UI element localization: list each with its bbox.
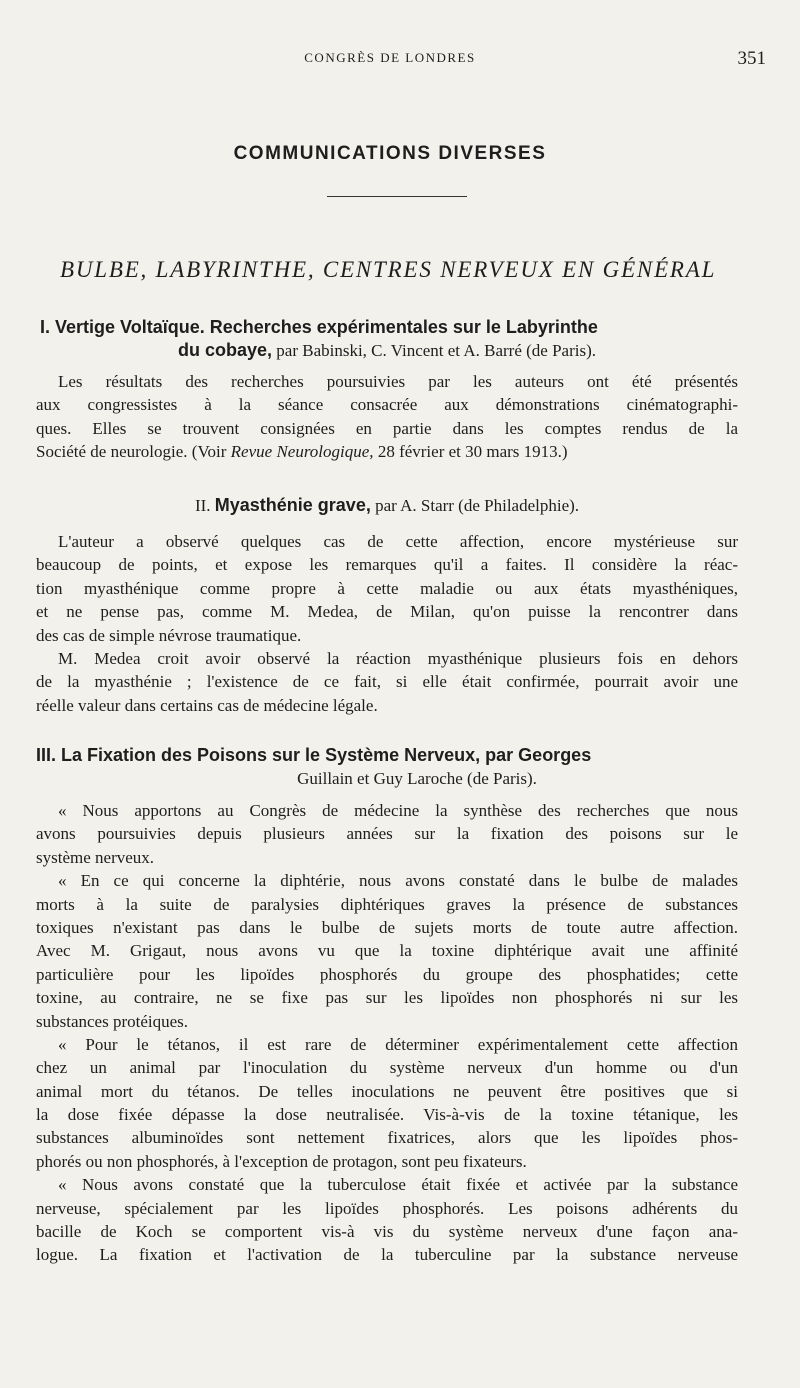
subsection-heading: BULBE, LABYRINTHE, CENTRES NERVEUX EN GÉNÉRAL <box>60 257 717 282</box>
paragraph-line: Avec M. Grigaut, nous avons vu que la toxine diphtérique avait une affinité <box>36 941 738 961</box>
paragraph-line: phorés ou non phosphorés, à l'exception de protagon, sont peu fixateurs. <box>36 1151 527 1171</box>
running-head <box>0 48 800 72</box>
paragraph-line: bacille de Koch se comportent vis-à vis du système nerveux d'une façon ana- <box>36 1222 738 1242</box>
paragraph-line: système nerveux. <box>36 847 155 867</box>
page-number: 351 <box>737 48 766 69</box>
paragraph-line: L'auteur a observé quelques cas de cette affection, encore mystérieuse sur <box>58 532 738 551</box>
paragraph-line: « Nous apportons au Congrès de médecine la synthèse des recherches que nous <box>58 801 738 820</box>
article-1-title-line2: du cobaye, par Babinski, C. Vincent et A. Barré (de Paris). <box>178 340 596 360</box>
paragraph-line: nerveuse, spécialement par les lipoïdes phosphorés. Les poisons adhérents du <box>36 1198 738 1218</box>
paragraph-line: toxine, au contraire, ne se fixe pas sur les lipoïdes non phosphorés ni sur les <box>36 988 738 1008</box>
article-1-body <box>36 370 738 464</box>
paragraph-line: beaucoup de points, et expose les remarques qu'il a faites. Il considère la réac- <box>36 555 738 575</box>
article-1-title-line1: I. Vertige Voltaïque. Recherches expérimentales sur le Labyrinthe <box>40 317 598 337</box>
paragraph-line: aux congressistes à la séance consacrée aux démonstrations cinématographi- <box>36 395 738 415</box>
paragraph-line: Société de neurologie. (Voir Revue Neurologique, 28 février et 30 mars 1913.) <box>36 442 568 462</box>
running-title: CONGRÈS DE LONDRES <box>304 50 476 65</box>
paragraph-line: et ne pense pas, comme M. Medea, de Milan, qu'on puisse la rencontrer dans <box>36 602 738 622</box>
paragraph-line: « Nous avons constaté que la tuberculose était fixée et activée par la substance <box>58 1175 738 1195</box>
article-3-title <box>36 744 738 790</box>
article-2-body <box>36 530 738 717</box>
paragraph-line: « En ce qui concerne la diphtérie, nous avons constaté dans le bulbe de malades <box>58 871 738 891</box>
article-3-title-line1: III. La Fixation des Poisons sur le Système Nerveux, par Georges <box>36 745 592 765</box>
paragraph-line: animal mort du tétanos. De telles inoculations ne peuvent être positives que si <box>36 1081 738 1101</box>
paragraph-line: logue. La fixation et l'activation de la tuberculine par la substance nerveuse <box>36 1245 738 1265</box>
paragraph-line: morts à la suite de paralysies diphtériques graves la présence de substances <box>36 894 738 914</box>
paragraph-line: Les résultats des recherches poursuivies par les auteurs ont été présentés <box>58 372 738 391</box>
paragraph-line: de la myasthénie ; l'existence de ce fait, si elle était confirmée, pourrait avoir une <box>36 672 738 692</box>
paragraph-line: la dose fixée dépasse la dose neutralisée. Vis-à-vis de la toxine tétanique, les <box>36 1105 738 1125</box>
article-3-title-line2: Guillain et Guy Laroche (de Paris). <box>297 769 537 788</box>
paragraph-line: « Pour le tétanos, il est rare de déterminer expérimentalement cette affection <box>58 1034 738 1054</box>
paragraph-line: réelle valeur dans certains cas de médecine légale. <box>36 695 378 715</box>
paragraph-line: substances protéiques. <box>36 1011 189 1031</box>
article-1-title <box>36 316 738 362</box>
article-2-title-line: II. Myasthénie grave, par A. Starr (de Philadelphie). <box>194 495 580 515</box>
paragraph-line: particulière pour les lipoïdes phosphorés du groupe des phosphatides; cette <box>36 964 738 984</box>
paragraph-line: ques. Elles se trouvent consignées en partie dans les comptes rendus de la <box>36 418 738 438</box>
paragraph-line: des cas de simple névrose traumatique. <box>36 625 302 645</box>
article-3-body <box>36 799 738 1267</box>
paragraph-line: substances albuminoïdes sont nettement fixatrices, alors que les lipoïdes phos- <box>36 1128 738 1148</box>
heading-rule <box>327 196 467 197</box>
paragraph-line: toxiques n'existant pas dans le bulbe de sujets morts de toute autre affection. <box>36 917 738 937</box>
paragraph-line: M. Medea croit avoir observé la réaction myasthénique plusieurs fois en dehors <box>58 648 738 668</box>
section-heading: COMMUNICATIONS DIVERSES <box>233 143 547 164</box>
paragraph-line: tion myasthénique comme propre à cette maladie ou aux états myasthéniques, <box>36 578 738 598</box>
article-2-title <box>36 494 738 517</box>
paragraph-line: avons poursuivies depuis plusieurs années sur la fixation des poisons sur le <box>36 824 738 844</box>
paragraph-line: chez un animal par l'inoculation du système nerveux d'un homme ou d'un <box>36 1058 738 1078</box>
